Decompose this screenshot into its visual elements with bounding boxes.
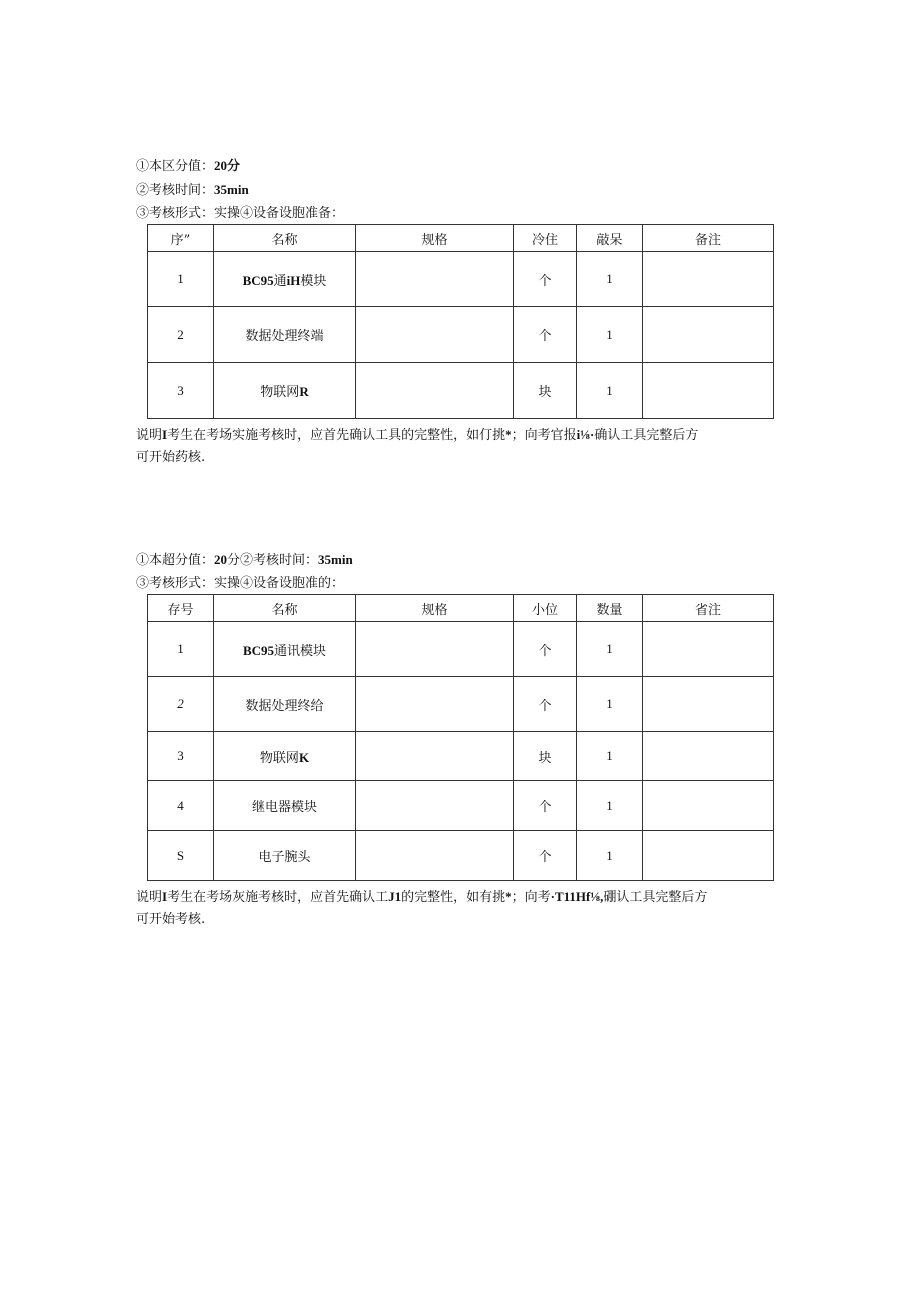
- cell-name: [214, 252, 356, 307]
- cell-spec: [356, 677, 514, 732]
- header-remark: 备注: [643, 225, 774, 252]
- cell-name: 继电器模块: [214, 781, 356, 831]
- cell-no: 1: [148, 622, 214, 677]
- time-line: [136, 181, 249, 200]
- header-unit: 小位: [514, 595, 577, 622]
- note-text: I: [162, 889, 168, 904]
- header-unit: 冷住: [514, 225, 577, 252]
- score-time-line: [136, 551, 353, 570]
- cell-name: [214, 363, 356, 419]
- time-label: 分②考核时间：: [227, 553, 319, 568]
- table-header-row: [148, 225, 774, 252]
- note-text: 的完整性，如有挑: [401, 890, 506, 905]
- name-part: R: [299, 384, 309, 399]
- time-value: 35min: [318, 552, 353, 567]
- form-line: ③考核形式：实操④设备设胞准的：: [136, 576, 345, 591]
- cell-remark: [643, 363, 774, 419]
- header-spec: 规格: [356, 225, 514, 252]
- equipment-table-1: [147, 224, 774, 419]
- instruction-note-1: [136, 424, 776, 469]
- header-name: 名称: [214, 225, 356, 252]
- table-row: [148, 831, 774, 881]
- note-text: I: [162, 427, 168, 442]
- name-part: 通讯模块: [274, 643, 327, 659]
- cell-unit: 个: [514, 307, 577, 363]
- cell-no: 3: [148, 732, 214, 781]
- name-part: BC95: [242, 642, 275, 658]
- table-row: [148, 677, 774, 732]
- cell-no: 4: [148, 781, 214, 831]
- note-text: ；向考官报: [511, 428, 577, 443]
- table-row: [148, 622, 774, 677]
- cell-spec: [356, 307, 514, 363]
- score-value: 20: [214, 552, 228, 567]
- cell-name: 数据处理终给: [214, 677, 356, 732]
- cell-spec: [356, 622, 514, 677]
- cell-unit: 块: [514, 363, 577, 419]
- time-label: ②考核时间：: [136, 183, 215, 198]
- note-text: 说明: [136, 428, 163, 443]
- header-spec: 规格: [356, 595, 514, 622]
- score-line: [136, 157, 240, 176]
- header-name: 名称: [214, 595, 356, 622]
- header-qty: 数量: [577, 595, 643, 622]
- name-part: 通: [273, 273, 287, 289]
- name-part: 物联网: [259, 750, 299, 766]
- cell-unit: 个: [514, 677, 577, 732]
- cell-no: 1: [148, 252, 214, 307]
- cell-remark: [643, 732, 774, 781]
- cell-remark: [643, 307, 774, 363]
- table-row: [148, 732, 774, 781]
- note-text: *: [505, 427, 512, 442]
- cell-no: 2: [148, 307, 214, 363]
- note-text: i⅛·: [576, 427, 595, 442]
- note-text: J1: [388, 889, 402, 904]
- note-text: ·T11Hf⅛,: [550, 889, 604, 904]
- cell-remark: [643, 622, 774, 677]
- cell-qty: 1: [577, 831, 643, 881]
- cell-qty: 1: [577, 307, 643, 363]
- cell-unit: 个: [514, 622, 577, 677]
- cell-no: S: [148, 831, 214, 881]
- equipment-table-2: [147, 594, 774, 881]
- note-text: 考生在考场灰施考核时，应首先确认工: [167, 890, 389, 905]
- cell-name: 电子腕头: [214, 831, 356, 881]
- cell-unit: 个: [514, 781, 577, 831]
- note-line: 可开始药核.: [136, 450, 206, 465]
- name-part: iH: [286, 272, 301, 288]
- note-text: *: [505, 889, 512, 904]
- cell-qty: 1: [577, 622, 643, 677]
- cell-no: 3: [148, 363, 214, 419]
- note-text: 考生在考场实施考核时，应首先确认工具的完整性，如仃挑: [167, 428, 506, 443]
- note-text: ；向考: [511, 890, 551, 905]
- header-no: 存号: [148, 595, 214, 622]
- cell-spec: [356, 252, 514, 307]
- table-header-row: [148, 595, 774, 622]
- header-remark: 省注: [643, 595, 774, 622]
- header-no: 序”: [148, 225, 214, 252]
- name-part: BC95: [242, 272, 274, 288]
- score-label: ①本超分值：: [136, 553, 215, 568]
- cell-spec: [356, 363, 514, 419]
- instruction-note-2: [136, 886, 776, 931]
- cell-qty: 1: [577, 781, 643, 831]
- name-part: K: [298, 749, 310, 765]
- table-row: [148, 781, 774, 831]
- cell-spec: [356, 781, 514, 831]
- note-line: [136, 886, 776, 909]
- note-text: 说明: [136, 890, 163, 905]
- note-text: 确认工具完整后方: [594, 428, 699, 443]
- cell-no: 2: [148, 677, 214, 732]
- cell-unit: 块: [514, 732, 577, 781]
- name-part: 模块: [300, 273, 327, 289]
- header-qty: 敲呆: [577, 225, 643, 252]
- cell-qty: 1: [577, 363, 643, 419]
- table-row: [148, 363, 774, 419]
- time-value: 35min: [214, 182, 249, 197]
- form-line: [136, 205, 344, 223]
- cell-remark: [643, 677, 774, 732]
- score-label: ①本区分值：: [136, 159, 215, 174]
- cell-name: [214, 622, 356, 677]
- cell-spec: [356, 831, 514, 881]
- cell-remark: [643, 252, 774, 307]
- cell-qty: 1: [577, 732, 643, 781]
- cell-name: [214, 732, 356, 781]
- note-line: [136, 424, 776, 447]
- cell-remark: [643, 781, 774, 831]
- cell-unit: 个: [514, 252, 577, 307]
- note-line: 可开始考核.: [136, 912, 206, 927]
- score-value: 20分: [214, 158, 241, 173]
- cell-remark: [643, 831, 774, 881]
- cell-spec: [356, 732, 514, 781]
- table-row: [148, 307, 774, 363]
- note-text: 硼认工具完整后方: [603, 890, 708, 905]
- cell-unit: 个: [514, 831, 577, 881]
- cell-qty: 1: [577, 677, 643, 732]
- name-part: 物联网: [260, 385, 300, 400]
- cell-name: 数据处理终端: [214, 307, 356, 363]
- cell-qty: 1: [577, 252, 643, 307]
- table-row: [148, 252, 774, 307]
- form-label: ③考核形式：实操④设备设胞准备：: [136, 206, 345, 221]
